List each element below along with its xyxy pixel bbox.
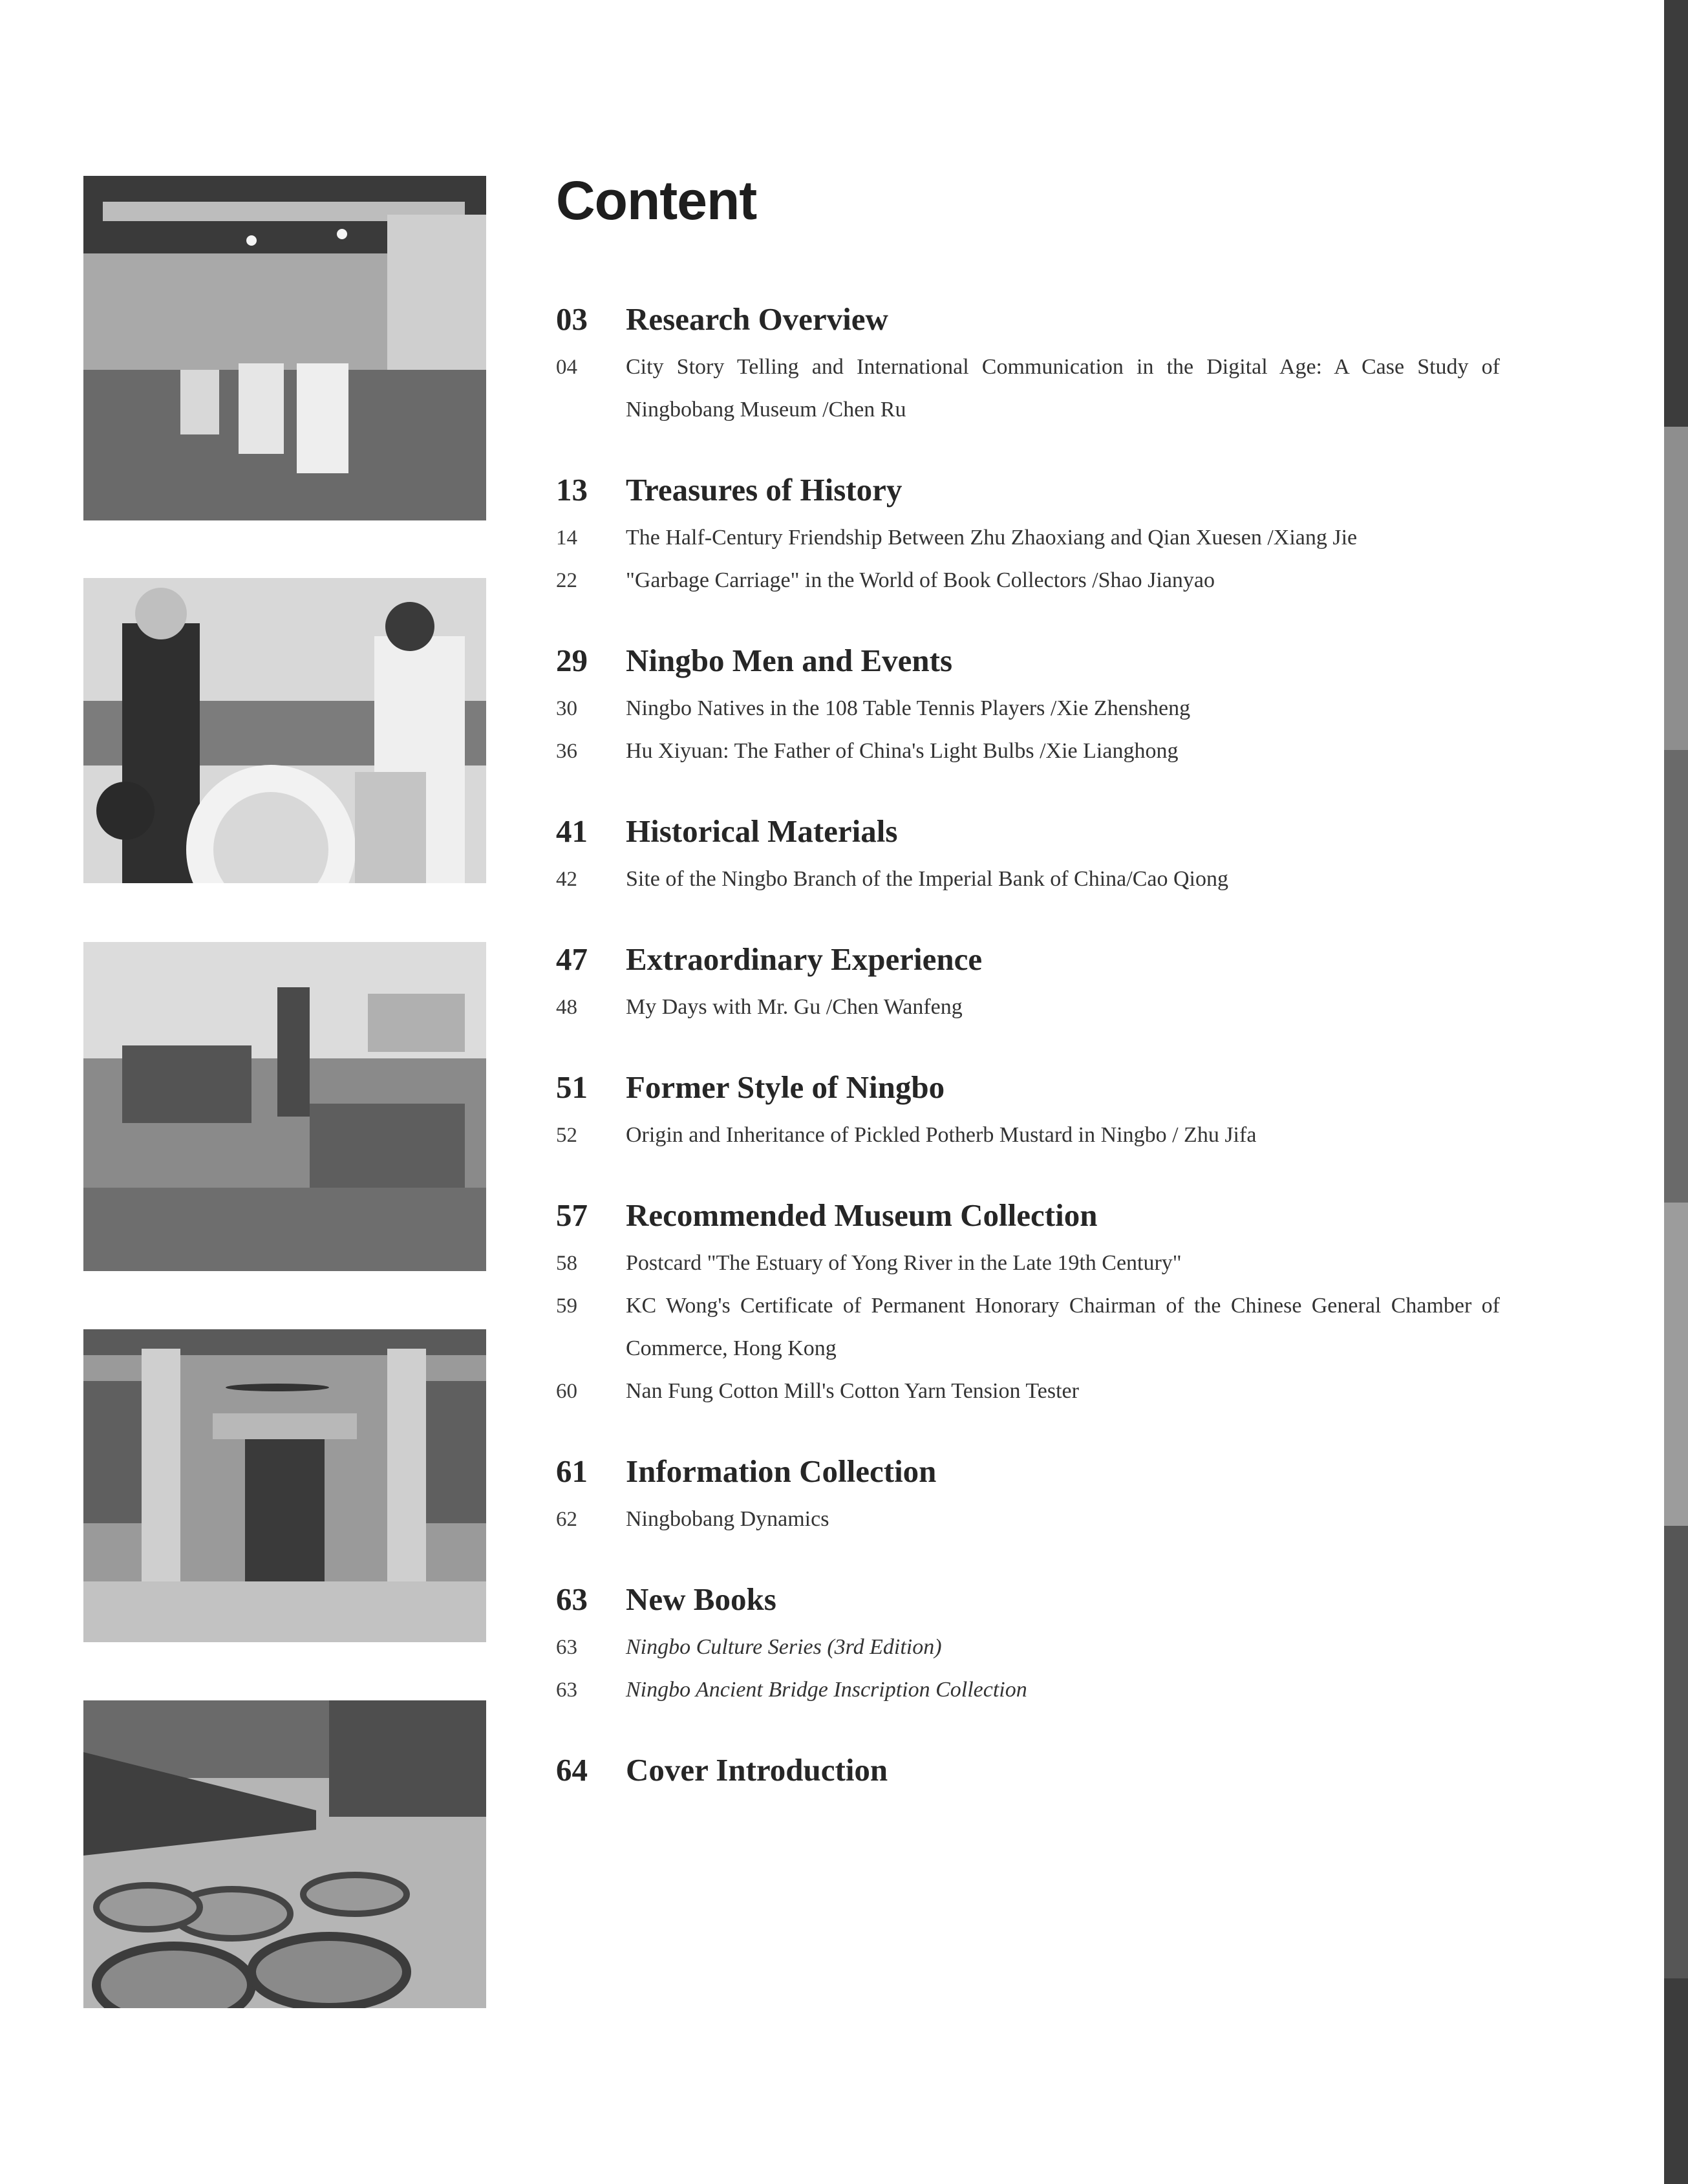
entry-title: Ningbo Ancient Bridge Inscription Collection [626,1678,1027,1702]
section-page-number: 63 [556,1581,588,1617]
toc-section [556,1751,1500,1797]
section-title: Information Collection [626,1453,937,1489]
section-page-number: 61 [556,1453,588,1489]
photo-old-street-scene [83,942,486,1271]
toc-section [556,1581,1500,1711]
entry-page-number: 22 [556,569,577,592]
entry-title: Hu Xiyuan: The Father of China's Light Bulbs /Xie Lianghong [626,739,1179,763]
entry-page-number: 58 [556,1252,577,1275]
toc-entry [556,730,1500,773]
entry-title: City Story Telling and International Communication in the Digital Age: A Case Study of Ningbobang Museum /Chen Ru [626,355,1500,422]
entry-page-number: 42 [556,868,577,891]
toc-section [556,1197,1500,1413]
toc-section [556,1069,1500,1157]
section-page-number: 29 [556,643,588,678]
section-title: Historical Materials [626,813,898,849]
section-title: New Books [626,1581,776,1617]
section-title: Former Style of Ningbo [626,1069,945,1105]
toc-entry [556,986,1500,1029]
section-page-number: 64 [556,1752,588,1788]
toc-entry [556,1114,1500,1157]
entry-title: The Half-Century Friendship Between Zhu Zhaoxiang and Qian Xuesen /Xiang Jie [626,526,1358,550]
entry-page-number: 52 [556,1124,577,1147]
photo-museum-hall [83,176,486,520]
toc-section [556,813,1500,901]
section-title: Extraordinary Experience [626,941,983,977]
section-page-number: 51 [556,1069,588,1105]
section-title: Cover Introduction [626,1752,888,1788]
entry-page-number: 36 [556,740,577,763]
entry-title: Nan Fung Cotton Mill's Cotton Yarn Tension Tester [626,1379,1079,1403]
entry-page-number: 30 [556,697,577,720]
toc-entry [556,1370,1500,1413]
section-title: Recommended Museum Collection [626,1197,1098,1233]
entry-page-number: 63 [556,1678,577,1702]
page-title: Content [556,170,757,231]
section-page-number: 41 [556,813,588,849]
toc-entry [556,687,1500,730]
toc-entry [556,858,1500,901]
photo-family-on-ship [83,578,486,883]
toc-entry [556,517,1500,559]
entry-page-number: 60 [556,1380,577,1403]
toc-entry [556,1626,1500,1669]
entry-title: Ningbo Natives in the 108 Table Tennis Players /Xie Zhensheng [626,696,1191,720]
entry-title: My Days with Mr. Gu /Chen Wanfeng [626,995,963,1019]
toc-section [556,301,1500,431]
section-page-number: 47 [556,941,588,977]
section-page-number: 13 [556,472,588,508]
section-title: Ningbo Men and Events [626,643,953,678]
toc-section [556,941,1500,1029]
table-of-contents [556,168,1500,1837]
entry-page-number: 48 [556,996,577,1019]
photo-pickling-jars [83,1700,486,2008]
toc-entry [556,1498,1500,1541]
toc-entry [556,1242,1500,1285]
entry-title: Ningbo Culture Series (3rd Edition) [626,1635,942,1659]
entry-title: Postcard "The Estuary of Yong River in the Late 19th Century" [626,1251,1182,1275]
section-title: Research Overview [626,301,888,337]
toc-entry [556,559,1500,602]
entry-title: "Garbage Carriage" in the World of Book Collectors /Shao Jianyao [626,568,1215,592]
section-title: Treasures of History [626,472,903,508]
section-page-number: 03 [556,301,588,337]
toc-entry [556,1285,1500,1370]
entry-page-number: 63 [556,1636,577,1659]
entry-page-number: 14 [556,526,577,550]
toc-entry [556,1669,1500,1711]
section-page-number: 57 [556,1197,588,1233]
photo-bank-building-corridor [83,1329,486,1642]
toc-section [556,642,1500,773]
entry-page-number: 59 [556,1294,577,1318]
entry-page-number: 62 [556,1508,577,1531]
entry-page-number: 04 [556,356,577,379]
toc-entry [556,346,1500,431]
toc-section [556,471,1500,602]
entry-title: Site of the Ningbo Branch of the Imperial Bank of China/Cao Qiong [626,867,1228,891]
entry-title: Origin and Inheritance of Pickled Potherb Mustard in Ningbo / Zhu Jifa [626,1123,1257,1147]
entry-title: KC Wong's Certificate of Permanent Honorary Chairman of the Chinese General Chamber of Commerce, Hong Kong [626,1294,1500,1360]
toc-section [556,1453,1500,1541]
entry-title: Ningbobang Dynamics [626,1507,829,1531]
page-edge-strip [1664,0,1688,2184]
